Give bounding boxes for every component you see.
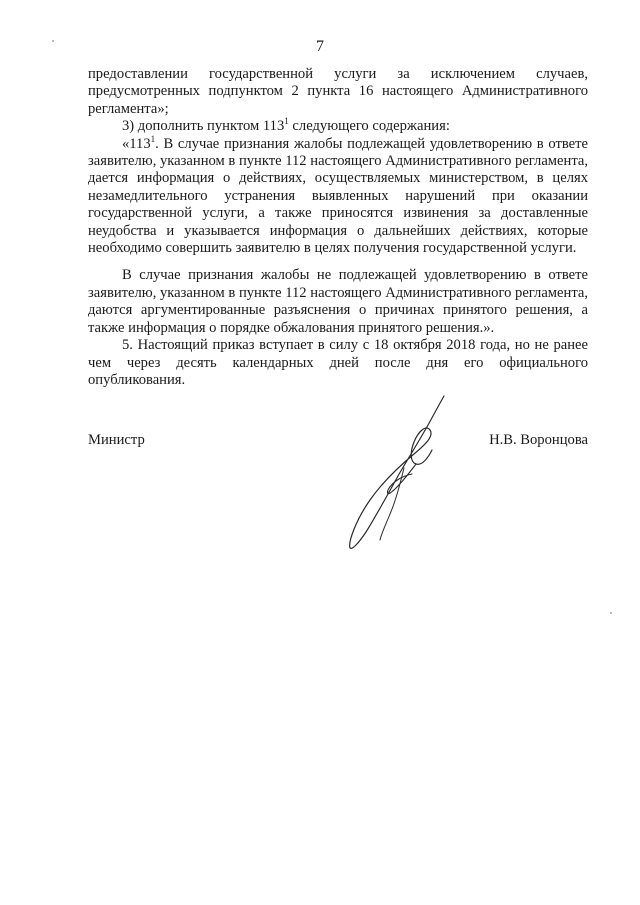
scan-speck — [52, 40, 54, 42]
paragraph-item-5 — [88, 337, 588, 389]
superscript: 1 — [284, 116, 289, 127]
paragraph-continuation — [88, 66, 588, 118]
paragraph-113-1 — [88, 133, 589, 258]
handwritten-signature — [340, 392, 460, 552]
paragraph-item-3 — [88, 118, 588, 135]
paragraph-text: предоставлении государственной услуги за исключением случаев, предусмотренных подпунктом 2 пункта 16 настоящего Административного регламента»; — [88, 66, 588, 117]
paragraph-text: В случае признания жалобы не подлежащей удовлетворению в ответе заявителю, указанном в пункте 112 настоящего Административного регламента, даются аргументированные разъяснения о причинах принятого решения, а также информация о порядке обжалования принятого решения.». — [88, 267, 589, 336]
superscript: 1 — [150, 133, 156, 144]
paragraph-text: 3) дополнить пунктом 113 — [122, 118, 285, 135]
page-number: 7 — [316, 38, 324, 55]
document-body — [88, 66, 588, 389]
paragraph-text: следующего содержания: — [288, 118, 450, 135]
paragraph-text: 5. Настоящий приказ вступает в силу с 18 октября 2018 года, но не ранее чем через десять календарных дней после дня его официального опубликования. — [88, 337, 588, 388]
paragraph-rejection — [88, 267, 588, 337]
signatory-name: Н.В. Воронцова — [489, 432, 588, 448]
paragraph-text: «113 — [122, 135, 151, 152]
paragraph-text: . В случае признания жалобы подлежащей удовлетворению в ответе заявителю, указанном в пункте 112 настоящего Административного регламента, дается информация о действиях, осуществляемых министерством, в целях незамедлительного устранения выявленных нарушений при оказании государственной услуги, а также приносятся извинения за доставленные неудобства и указывается информация о дальнейших действиях, которые необходимо совершить заявителю в целях получения государственной услуги. — [88, 135, 589, 257]
scan-speck — [610, 612, 612, 614]
signatory-title: Министр — [88, 432, 145, 448]
